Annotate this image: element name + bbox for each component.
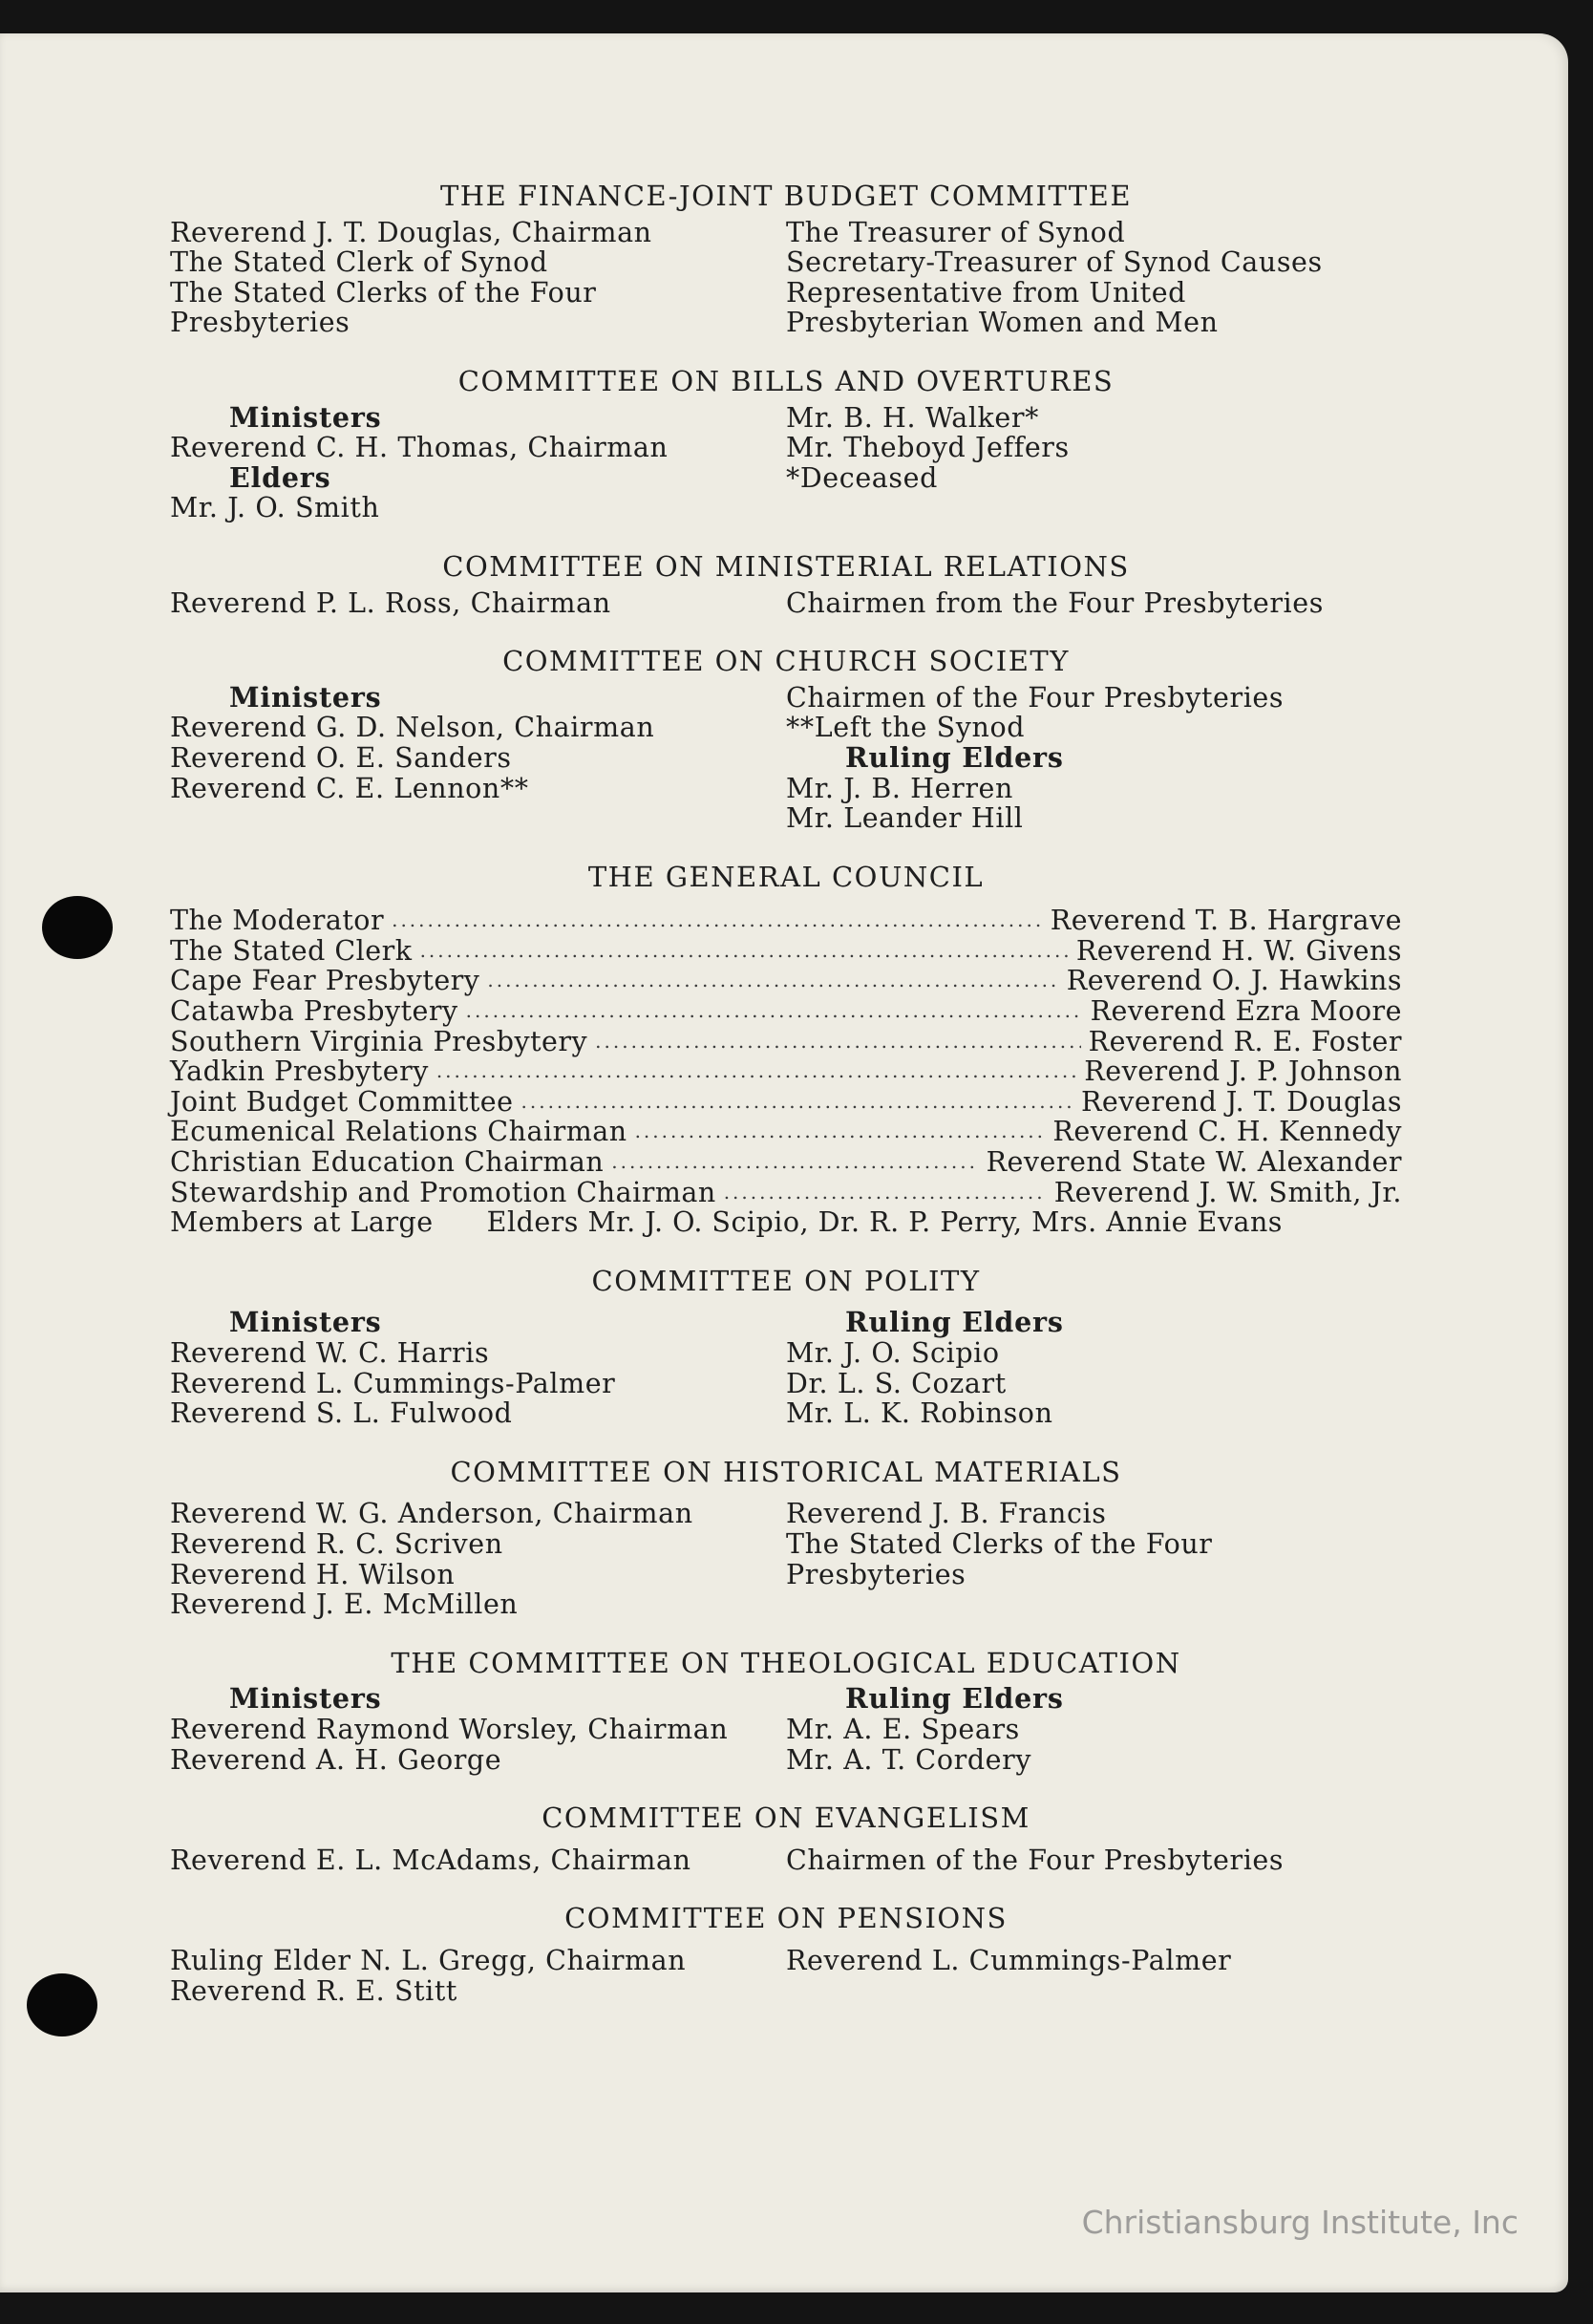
council-role: Catawba Presbytery (170, 995, 458, 1028)
council-row (170, 1178, 1402, 1208)
council-role: The Stated Clerk (170, 934, 413, 967)
section-polity (170, 1264, 1402, 1430)
ministers-heading: Ministers (229, 1682, 382, 1716)
council-name: Reverend J. T. Douglas (1080, 1085, 1402, 1118)
council-role: Joint Budget Committee (170, 1085, 514, 1118)
watermark: Christiansburg Institute, Inc (1081, 2204, 1519, 2241)
member-line: Reverend R. E. Stitt (170, 1974, 457, 2007)
member-line: Reverend L. Cummings-Palmer (170, 1367, 616, 1399)
committee-listing (170, 181, 1402, 2006)
leader-dots (595, 1027, 1080, 1057)
member-line: Mr. J. O. Smith (170, 492, 380, 524)
leader-dots (420, 936, 1069, 967)
member-line: Mr. A. E. Spears (786, 1713, 1020, 1745)
member-line: Presbyteries (170, 307, 350, 339)
council-row (170, 906, 1402, 936)
member-line: Reverend P. L. Ross, Chairman (170, 586, 611, 619)
council-name: Reverend C. H. Kennedy (1052, 1116, 1402, 1148)
member-line: Presbyteries (786, 1558, 966, 1590)
section-bills (170, 364, 1402, 524)
member-line: Reverend L. Cummings-Palmer (786, 1944, 1232, 1976)
member-line: Reverend C. H. Thomas, Chairman (170, 432, 669, 464)
council-role: Stewardship and Promotion Chairman (170, 1176, 716, 1208)
council-role: Southern Virginia Presbytery (170, 1025, 588, 1057)
member-line: Reverend A. H. George (170, 1743, 502, 1776)
member-line: The Stated Clerk of Synod (170, 246, 548, 279)
member-line: Reverend J. B. Francis (786, 1498, 1107, 1530)
council-name: Reverend J. P. Johnson (1084, 1055, 1402, 1088)
section-title: THE COMMITTEE ON THEOLOGICAL EDUCATION (391, 1646, 1181, 1679)
council-role: Yadkin Presbytery (170, 1055, 429, 1088)
council-role: Ecumenical Relations Chairman (170, 1116, 627, 1148)
member-line: Mr. Leander Hill (786, 802, 1024, 835)
member-line: Reverend Raymond Worsley, Chairman (170, 1713, 729, 1745)
member-line: Chairmen from the Four Presbyteries (786, 586, 1324, 619)
punch-hole-bottom (27, 1973, 97, 2036)
elders-heading: Ruling Elders (845, 740, 1064, 774)
section-church-society (170, 647, 1402, 834)
leader-dots (487, 966, 1058, 996)
section-title: COMMITTEE ON PENSIONS (564, 1902, 1008, 1935)
council-name: Elders Mr. J. O. Scipio, Dr. R. P. Perry, Mrs. Annie Evans (486, 1206, 1283, 1239)
council-row (170, 1027, 1402, 1057)
section-pensions (170, 1904, 1402, 2006)
member-line: Reverend S. L. Fulwood (170, 1397, 513, 1430)
member-line: Reverend J. E. McMillen (170, 1588, 519, 1621)
council-name: Reverend J. W. Smith, Jr. (1053, 1176, 1402, 1208)
leader-dots (724, 1178, 1047, 1208)
member-line: The Stated Clerks of the Four (786, 1527, 1213, 1560)
leader-dots (611, 1147, 978, 1178)
council-row (170, 996, 1402, 1027)
council-row (170, 1147, 1402, 1178)
punch-hole-top (42, 896, 113, 959)
member-line: Reverend G. D. Nelson, Chairman (170, 712, 655, 744)
leader-dots (436, 1056, 1076, 1087)
member-line: Reverend J. T. Douglas, Chairman (170, 216, 652, 248)
member-line: Presbyterian Women and Men (786, 307, 1219, 339)
council-role: Christian Education Chairman (170, 1146, 605, 1179)
member-line: Reverend R. C. Scriven (170, 1527, 503, 1560)
footnote: *Deceased (786, 461, 938, 494)
ministers-heading: Ministers (229, 680, 382, 714)
council-row (170, 1117, 1402, 1147)
member-line: Reverend H. Wilson (170, 1558, 456, 1590)
council-role: The Moderator (170, 905, 385, 937)
member-line: Mr. A. T. Cordery (786, 1743, 1032, 1776)
section-title: COMMITTEE ON EVANGELISM (542, 1802, 1030, 1835)
council-name: Reverend T. B. Hargrave (1050, 905, 1402, 937)
section-title: COMMITTEE ON CHURCH SOCIETY (502, 645, 1070, 678)
section-title: COMMITTEE ON POLITY (591, 1264, 981, 1297)
member-line: The Treasurer of Synod (786, 216, 1126, 248)
member-line: Reverend W. G. Anderson, Chairman (170, 1498, 693, 1530)
member-line: Reverend C. E. Lennon** (170, 772, 529, 804)
member-line: Secretary-Treasurer of Synod Causes (786, 246, 1323, 279)
section-evangelism (170, 1803, 1402, 1875)
leader-dots (392, 906, 1043, 936)
leader-dots (521, 1087, 1073, 1118)
member-line: Reverend O. E. Sanders (170, 741, 512, 774)
council-row (170, 966, 1402, 996)
member-line: Mr. L. K. Robinson (786, 1397, 1053, 1430)
member-line: Chairmen of the Four Presbyteries (786, 681, 1285, 714)
council-name: Reverend R. E. Foster (1088, 1025, 1402, 1057)
elders-heading: Ruling Elders (845, 1682, 1064, 1716)
section-ministerial-relations (170, 549, 1402, 619)
council-row (170, 936, 1402, 967)
section-finance (170, 181, 1402, 338)
section-title: COMMITTEE ON HISTORICAL MATERIALS (450, 1455, 1122, 1488)
footnote: **Left the Synod (786, 712, 1026, 744)
section-theological-education (170, 1646, 1402, 1776)
member-line: Reverend E. L. McAdams, Chairman (170, 1844, 691, 1876)
member-line: Mr. J. O. Scipio (786, 1337, 1000, 1369)
council-name: Reverend H. W. Givens (1075, 934, 1402, 967)
council-row-members-at-large (170, 1207, 1402, 1238)
member-line: Chairmen of the Four Presbyteries (786, 1844, 1285, 1876)
council-name: Reverend Ezra Moore (1090, 995, 1402, 1028)
member-line: Dr. L. S. Cozart (786, 1367, 1007, 1399)
council-role: Members at Large (170, 1206, 434, 1239)
section-general-council (170, 860, 1402, 1239)
member-line: Mr. Theboyd Jeffers (786, 432, 1070, 464)
ministers-heading: Ministers (229, 400, 382, 434)
member-line: Ruling Elder N. L. Gregg, Chairman (170, 1944, 687, 1976)
member-line: The Stated Clerks of the Four (170, 276, 597, 309)
council-name: Reverend O. J. Hawkins (1066, 965, 1402, 997)
section-title: THE FINANCE-JOINT BUDGET COMMITTEE (439, 180, 1133, 212)
council-role: Cape Fear Presbytery (170, 965, 480, 997)
council-name: Reverend State W. Alexander (986, 1146, 1402, 1179)
council-row (170, 1056, 1402, 1087)
elders-heading: Ruling Elders (845, 1306, 1064, 1339)
section-title: COMMITTEE ON BILLS AND OVERTURES (457, 364, 1115, 397)
leader-dots (466, 996, 1083, 1027)
leader-dots (635, 1117, 1046, 1147)
member-line: Reverend W. C. Harris (170, 1337, 490, 1369)
member-line: Representative from United (786, 276, 1187, 309)
elders-heading: Elders (229, 460, 331, 494)
section-title: THE GENERAL COUNCIL (587, 860, 985, 893)
ministers-heading: Ministers (229, 1306, 382, 1339)
section-historical-materials (170, 1455, 1402, 1621)
section-title: COMMITTEE ON MINISTERIAL RELATIONS (442, 549, 1130, 583)
member-line: Mr. B. H. Walker* (786, 401, 1039, 434)
council-row (170, 1087, 1402, 1118)
member-line: Mr. J. B. Herren (786, 772, 1013, 804)
